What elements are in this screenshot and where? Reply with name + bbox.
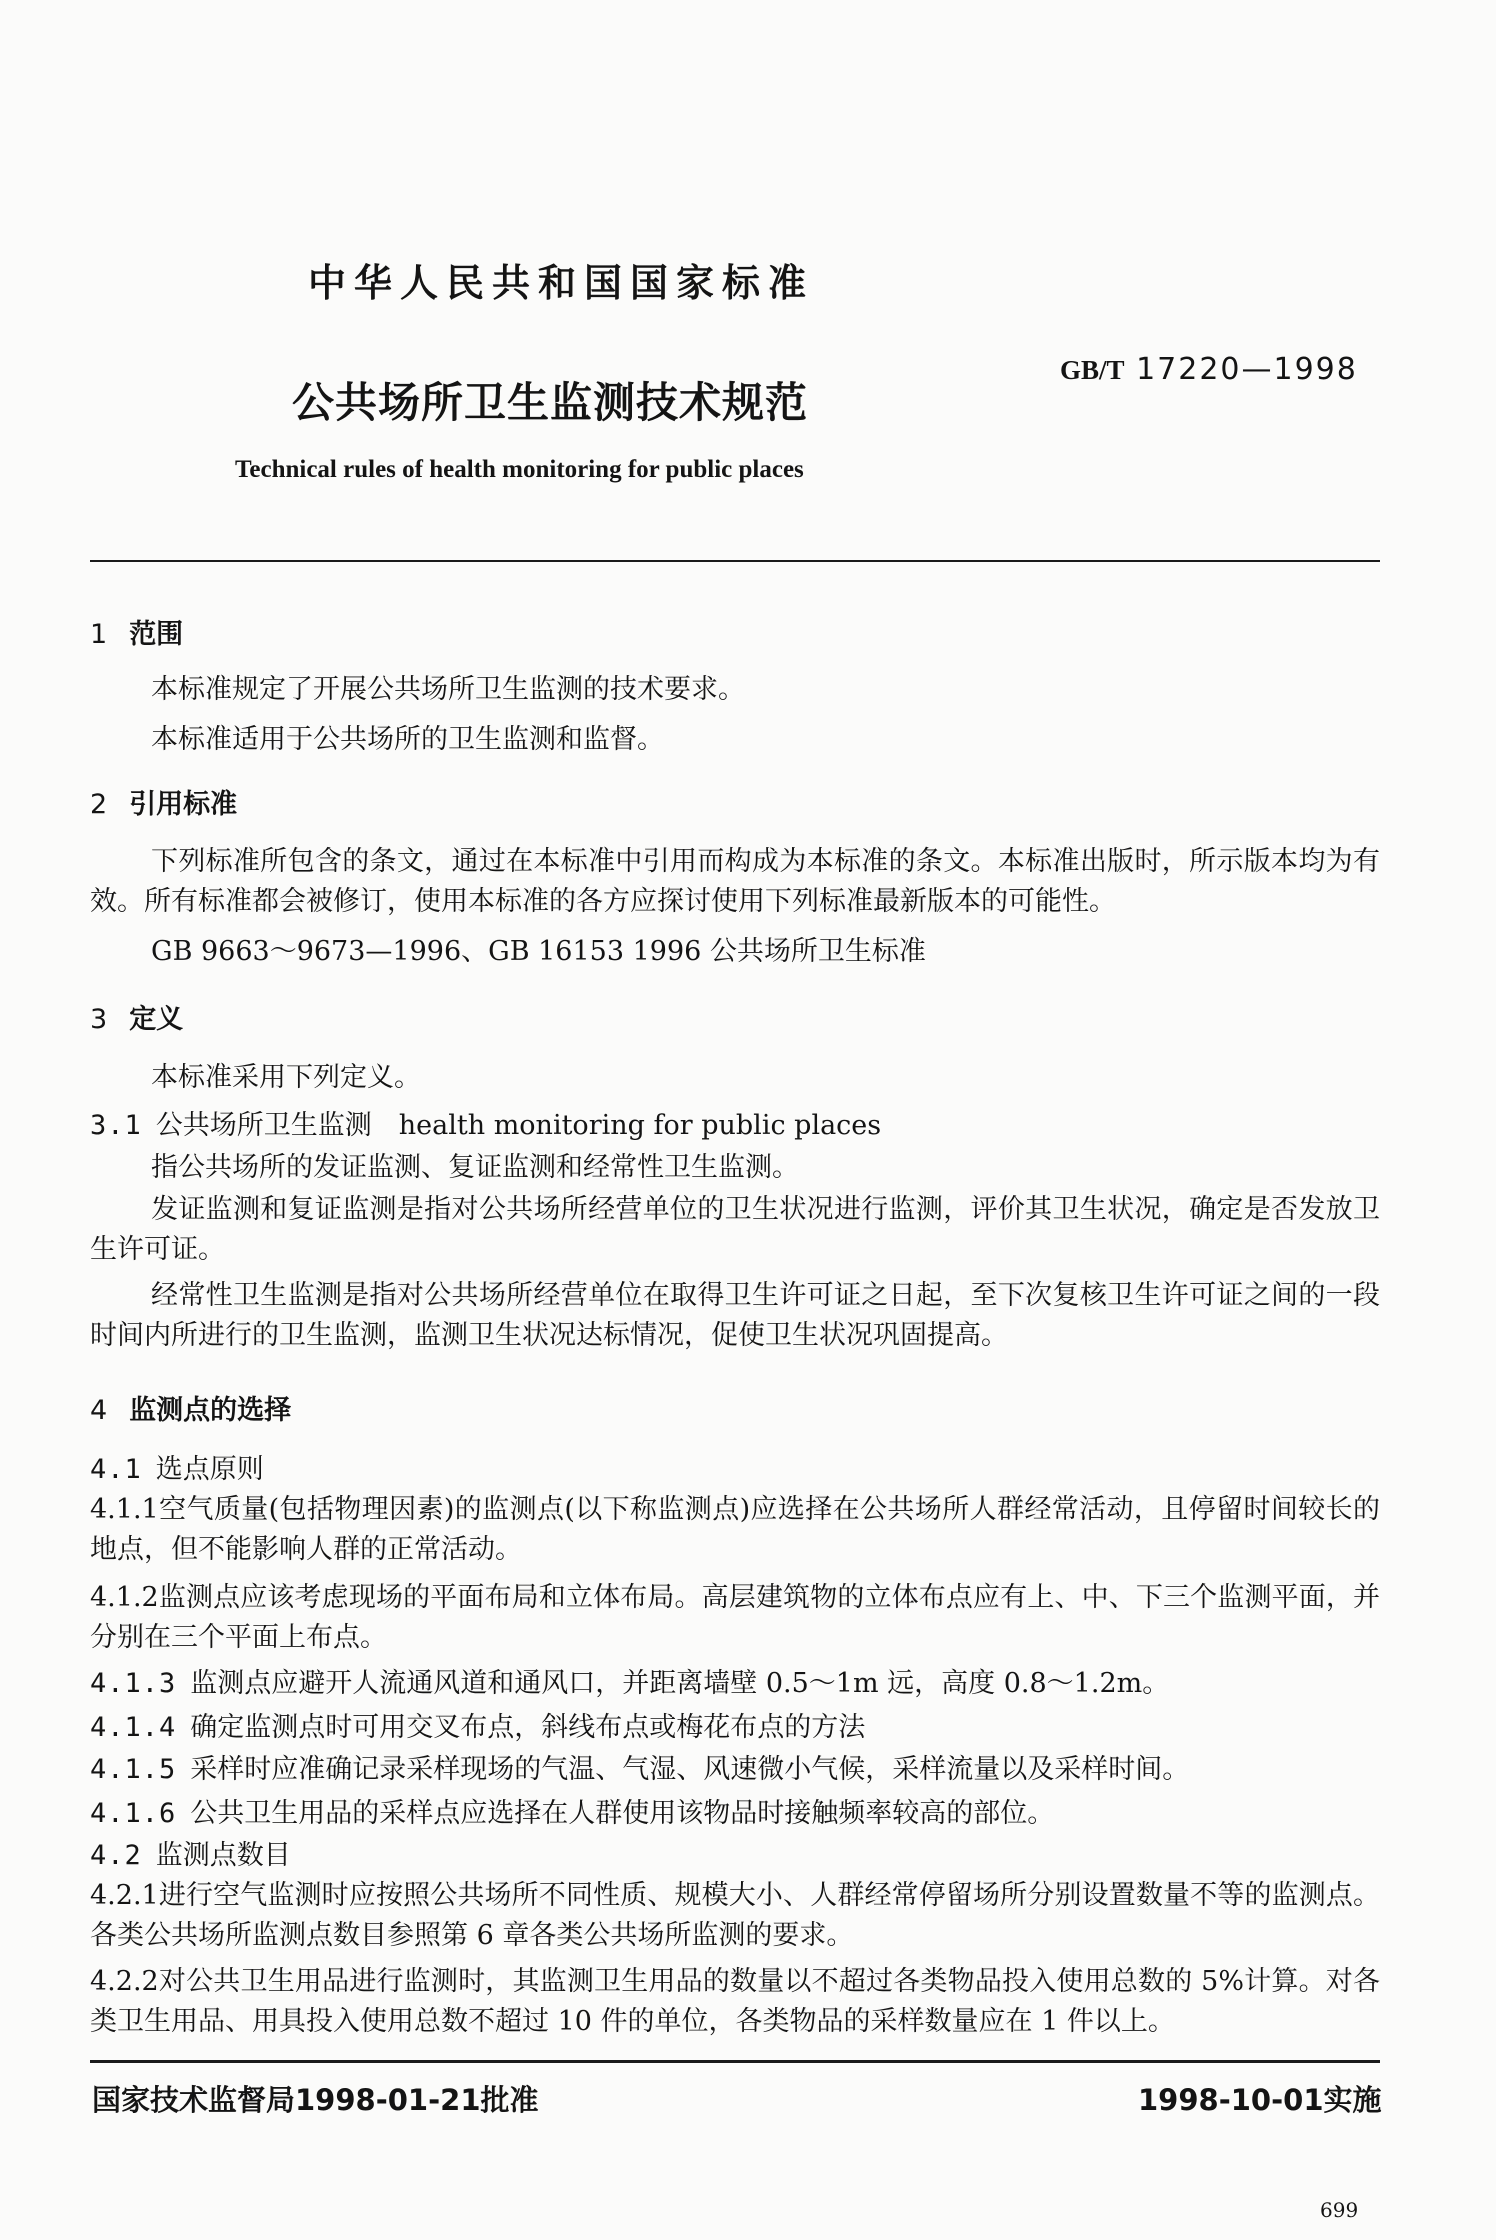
clause-4-2-1 <box>90 1876 1380 1956</box>
section-number: 4 <box>90 1395 108 1426</box>
header-rule <box>90 560 1380 562</box>
clause-number: 4.1 <box>90 1454 142 1485</box>
section-4-heading <box>90 1388 291 1427</box>
paragraph: 指公共场所的发证监测、复证监测和经常性卫生监测。 <box>151 1152 799 1183</box>
effective-date: 1998-10-01实施 <box>1138 2083 1382 2117</box>
section-number: 1 <box>90 619 108 650</box>
section-title: 监测点的选择 <box>129 1395 292 1426</box>
section-1-heading <box>90 612 183 651</box>
clause-3-1 <box>90 1106 881 1146</box>
clause-number: 4.1.5 <box>90 1754 177 1785</box>
referenced-standards: GB 9663～9673—1996、GB 16153 1996 公共场所卫生标准 <box>151 936 926 967</box>
clause-4-1 <box>90 1450 264 1490</box>
footer-rule <box>90 2060 1380 2063</box>
section-title: 定义 <box>129 1004 184 1035</box>
clause-number: 3.1 <box>90 1110 142 1141</box>
clause-4-1-2 <box>90 1578 1380 1658</box>
section-2-heading <box>90 782 237 821</box>
clause-number: 4.2.1 <box>90 1880 159 1911</box>
standard-prefix: GB/T <box>1060 355 1125 385</box>
clause-text: 选点原则 <box>155 1454 264 1485</box>
paragraph: 本标准适用于公共场所的卫生监测和监督。 <box>151 724 664 755</box>
clause-number: 4.1.1 <box>90 1494 159 1525</box>
paragraph: 本标准规定了开展公共场所卫生监测的技术要求。 <box>151 674 745 705</box>
clause-number: 4.1.6 <box>90 1798 177 1829</box>
clause-text: 确定监测点时可用交叉布点，斜线布点或梅花布点的方法 <box>190 1712 866 1743</box>
english-title: Technical rules of health monitoring for public places <box>235 456 804 483</box>
clause-text: 公共场所卫生监测 health monitoring for public places <box>155 1110 882 1141</box>
clause-number: 4.1.2 <box>90 1582 159 1613</box>
section-3-heading <box>90 997 183 1036</box>
clause-4-1-3 <box>90 1664 1169 1704</box>
clause-4-2-2 <box>90 1962 1380 2042</box>
paragraph: 本标准采用下列定义。 <box>151 1062 421 1093</box>
clause-text: 监测点数目 <box>155 1840 291 1871</box>
document-title: 公共场所卫生监测技术规范 <box>292 378 809 427</box>
section-title: 引用标准 <box>129 789 238 820</box>
clause-text: 对公共卫生用品进行监测时，其监测卫生用品的数量以不超过各类物品投入使用总数的 5%计算。对各类卫生用品、用具投入使用总数不超过 10 件的单位，各类物品的采样数量应在 1 件以上。 <box>90 1966 1380 2037</box>
page-number: 699 <box>1320 2198 1359 2222</box>
clause-number: 4.1.4 <box>90 1712 177 1743</box>
standard-number <box>1060 352 1358 387</box>
clause-4-2 <box>90 1836 291 1876</box>
clause-text: 采样时应准确记录采样现场的气温、气湿、风速微小气候，采样流量以及采样时间。 <box>190 1754 1190 1785</box>
section-title: 范围 <box>129 619 184 650</box>
clause-text: 监测点应该考虑现场的平面布局和立体布局。高层建筑物的立体布点应有上、中、下三个监测平面，并分别在三个平面上布点。 <box>90 1582 1380 1653</box>
paragraph: 下列标准所包含的条文，通过在本标准中引用而构成为本标准的条文。本标准出版时，所示版本均为有效。所有标准都会被修订，使用本标准的各方应探讨使用下列标准最新版本的可能性。 <box>90 846 1380 917</box>
clause-4-1-1 <box>90 1490 1380 1570</box>
paragraph: 发证监测和复证监测是指对公共场所经营单位的卫生状况进行监测，评价其卫生状况，确定是否发放卫生许可证。 <box>90 1194 1380 1265</box>
section-number: 3 <box>90 1004 108 1035</box>
clause-text: 公共卫生用品的采样点应选择在人群使用该物品时接触频率较高的部位。 <box>190 1798 1055 1829</box>
clause-number: 4.2.2 <box>90 1966 159 1997</box>
clause-number: 4.1.3 <box>90 1668 177 1699</box>
clause-4-1-5 <box>90 1750 1189 1790</box>
approval-date: 国家技术监督局1998-01-21批准 <box>92 2083 539 2117</box>
section-number: 2 <box>90 789 108 820</box>
clause-text: 进行空气监测时应按照公共场所不同性质、规模大小、人群经常停留场所分别设置数量不等的监测点。各类公共场所监测点数目参照第 6 章各类公共场所监测的要求。 <box>90 1880 1380 1951</box>
standard-code: 17220—1998 <box>1124 352 1358 387</box>
clause-number: 4.2 <box>90 1840 142 1871</box>
national-standard-title: 中华人民共和国国家标准 <box>308 261 815 305</box>
clause-4-1-4 <box>90 1708 865 1748</box>
paragraph: 经常性卫生监测是指对公共场所经营单位在取得卫生许可证之日起，至下次复核卫生许可证之间的一段时间内所进行的卫生监测，监测卫生状况达标情况，促使卫生状况巩固提高。 <box>90 1280 1380 1351</box>
clause-text: 空气质量(包括物理因素)的监测点(以下称监测点)应选择在公共场所人群经常活动，且停留时间较长的地点，但不能影响人群的正常活动。 <box>90 1494 1380 1565</box>
clause-4-1-6 <box>90 1794 1054 1834</box>
clause-text: 监测点应避开人流通风道和通风口，并距离墙壁 0.5～1m 远，高度 0.8～1.2m。 <box>190 1668 1170 1699</box>
